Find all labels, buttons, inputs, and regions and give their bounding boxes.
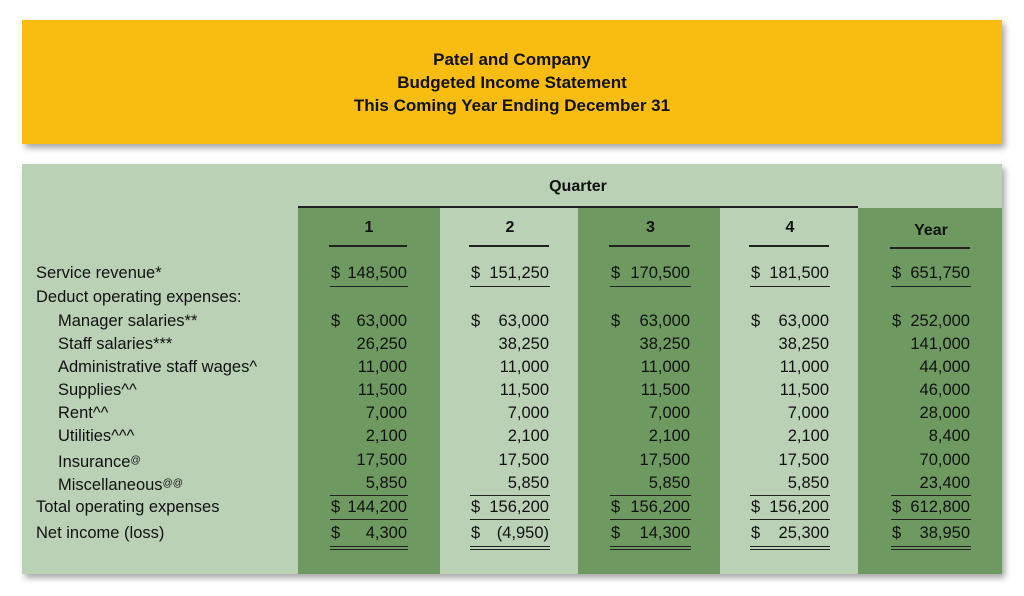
column-header-quarter-1: 1 — [364, 219, 374, 236]
statement-period: This Coming Year Ending December 31 — [353, 95, 671, 115]
cell-value: 151,250 — [489, 264, 549, 282]
table-row — [22, 379, 1002, 402]
cell-value: 156,200 — [769, 498, 829, 516]
cell-value: 25,300 — [778, 524, 829, 542]
row-label-text: Miscellaneous — [58, 476, 163, 494]
cell-value: 252,000 — [910, 312, 970, 330]
row-label — [36, 286, 241, 309]
row-label — [36, 522, 164, 545]
column-header-quarter-4: 4 — [785, 219, 795, 236]
cell-value: 5,850 — [787, 474, 829, 492]
table-row — [22, 472, 1002, 495]
total-underline — [470, 546, 550, 547]
cell-value: 651,750 — [910, 264, 970, 282]
row-label — [58, 472, 183, 497]
row-label — [58, 379, 137, 402]
column-header-quarter-2: 2 — [505, 219, 515, 236]
row-label-text: Staff salaries*** — [58, 335, 173, 353]
total-underline — [891, 546, 971, 547]
total-underline — [330, 549, 408, 550]
row-label — [36, 262, 162, 285]
currency-symbol: $ — [892, 312, 902, 330]
cell-value: 11,500 — [357, 381, 407, 399]
table-row — [22, 402, 1002, 425]
table-row — [22, 522, 1002, 545]
cell-value: 2,100 — [365, 427, 407, 445]
row-label — [58, 333, 172, 356]
row-label-text: Supplies^^ — [58, 381, 137, 399]
cell-value: (4,950) — [496, 524, 549, 542]
row-label-text: Deduct operating expenses: — [36, 288, 242, 306]
cell-value: 2,100 — [507, 427, 549, 445]
cell-value: 17,500 — [356, 451, 407, 469]
currency-symbol: $ — [892, 498, 902, 516]
cell-value: 63,000 — [498, 312, 549, 330]
cell-value: 11,000 — [779, 358, 829, 376]
cell-value: 63,000 — [778, 312, 829, 330]
cell-value: 5,850 — [507, 474, 549, 492]
footnote-marker: @@ — [162, 478, 183, 489]
currency-symbol: $ — [751, 524, 761, 542]
row-label — [58, 402, 108, 425]
cell-value: 5,850 — [365, 474, 407, 492]
cell-value: 11,000 — [499, 358, 549, 376]
currency-symbol: $ — [892, 524, 902, 542]
cell-value: 2,100 — [648, 427, 690, 445]
total-underline — [610, 549, 691, 550]
cell-value: 7,000 — [787, 404, 829, 422]
total-underline — [750, 546, 830, 547]
quarter-group-rule — [298, 206, 858, 208]
column-header-rule — [749, 245, 829, 247]
cell-value: 148,500 — [347, 264, 407, 282]
cell-value: 4,300 — [365, 524, 407, 542]
table-row — [22, 356, 1002, 379]
table-row — [22, 496, 1002, 519]
currency-symbol: $ — [331, 312, 341, 330]
total-underline — [891, 549, 971, 550]
currency-symbol: $ — [611, 312, 621, 330]
cell-value: 11,500 — [499, 381, 549, 399]
row-label-text: Utilities^^^ — [58, 427, 135, 445]
total-underline — [470, 549, 550, 550]
currency-symbol: $ — [331, 524, 341, 542]
cell-value: 11,500 — [779, 381, 829, 399]
cell-value: 38,250 — [498, 335, 549, 353]
row-label — [58, 449, 141, 474]
currency-symbol: $ — [331, 498, 341, 516]
cell-value: 144,200 — [347, 498, 407, 516]
row-label-text: Service revenue* — [36, 264, 162, 282]
cell-value: 7,000 — [365, 404, 407, 422]
cell-value: 46,000 — [919, 381, 970, 399]
total-underline — [330, 546, 408, 547]
row-label — [58, 425, 134, 448]
cell-value: 38,250 — [778, 335, 829, 353]
cell-value: 38,250 — [639, 335, 690, 353]
cell-value: 11,000 — [640, 358, 690, 376]
table-row — [22, 286, 1002, 309]
cell-value: 7,000 — [648, 404, 690, 422]
table-row — [22, 262, 1002, 285]
row-label — [58, 356, 257, 379]
title-banner — [22, 20, 1002, 144]
row-label-text: Manager salaries** — [58, 312, 198, 330]
quarter-group-header: Quarter — [549, 178, 607, 195]
currency-symbol: $ — [471, 498, 481, 516]
statement-title: Budgeted Income Statement — [397, 72, 627, 92]
row-label-text: Net income (loss) — [36, 524, 165, 542]
currency-symbol: $ — [611, 524, 621, 542]
currency-symbol: $ — [751, 498, 761, 516]
total-underline — [610, 519, 691, 520]
table-row — [22, 333, 1002, 356]
total-underline — [750, 519, 830, 520]
total-underline — [750, 549, 830, 550]
cell-value: 17,500 — [778, 451, 829, 469]
row-label-text: Insurance — [58, 453, 131, 471]
row-label-text: Total operating expenses — [36, 498, 220, 516]
column-header-year: Year — [914, 222, 948, 239]
currency-symbol: $ — [331, 264, 341, 282]
cell-value: 63,000 — [639, 312, 690, 330]
row-label-text: Administrative staff wages^ — [58, 358, 258, 376]
cell-value: 141,000 — [910, 335, 970, 353]
cell-value: 2,100 — [787, 427, 829, 445]
currency-symbol: $ — [751, 264, 761, 282]
row-label-text: Rent^^ — [58, 404, 109, 422]
total-underline — [470, 519, 550, 520]
cell-value: 612,800 — [910, 498, 970, 516]
currency-symbol: $ — [471, 264, 481, 282]
total-underline — [330, 519, 408, 520]
row-label — [36, 496, 219, 519]
income-statement-table — [22, 164, 1002, 574]
cell-value: 11,500 — [640, 381, 690, 399]
cell-value: 156,200 — [489, 498, 549, 516]
cell-value: 23,400 — [919, 474, 970, 492]
cell-value: 28,000 — [919, 404, 970, 422]
table-row — [22, 449, 1002, 472]
currency-symbol: $ — [611, 498, 621, 516]
cell-value: 44,000 — [919, 358, 970, 376]
column-header-rule — [890, 247, 970, 249]
currency-symbol: $ — [892, 264, 902, 282]
table-row — [22, 310, 1002, 333]
cell-value: 17,500 — [639, 451, 690, 469]
footnote-marker: @ — [130, 455, 141, 466]
currency-symbol: $ — [471, 312, 481, 330]
total-underline — [610, 546, 691, 547]
cell-value: 11,000 — [357, 358, 407, 376]
cell-value: 63,000 — [356, 312, 407, 330]
column-header-rule — [609, 245, 690, 247]
cell-value: 17,500 — [498, 451, 549, 469]
cell-value: 5,850 — [648, 474, 690, 492]
table-row — [22, 425, 1002, 448]
cell-value: 26,250 — [356, 335, 407, 353]
currency-symbol: $ — [611, 264, 621, 282]
company-name: Patel and Company — [433, 49, 591, 69]
cell-value: 170,500 — [630, 264, 690, 282]
cell-value: 181,500 — [769, 264, 829, 282]
cell-value: 7,000 — [507, 404, 549, 422]
column-header-quarter-3: 3 — [646, 219, 655, 236]
currency-symbol: $ — [471, 524, 481, 542]
row-label — [58, 310, 197, 333]
column-header-rule — [469, 245, 549, 247]
cell-value: 14,300 — [639, 524, 690, 542]
total-underline — [891, 519, 971, 520]
cell-value: 38,950 — [919, 524, 970, 542]
currency-symbol: $ — [751, 312, 761, 330]
cell-value: 70,000 — [919, 451, 970, 469]
column-header-rule — [329, 245, 407, 247]
cell-value: 8,400 — [928, 427, 970, 445]
cell-value: 156,200 — [630, 498, 690, 516]
